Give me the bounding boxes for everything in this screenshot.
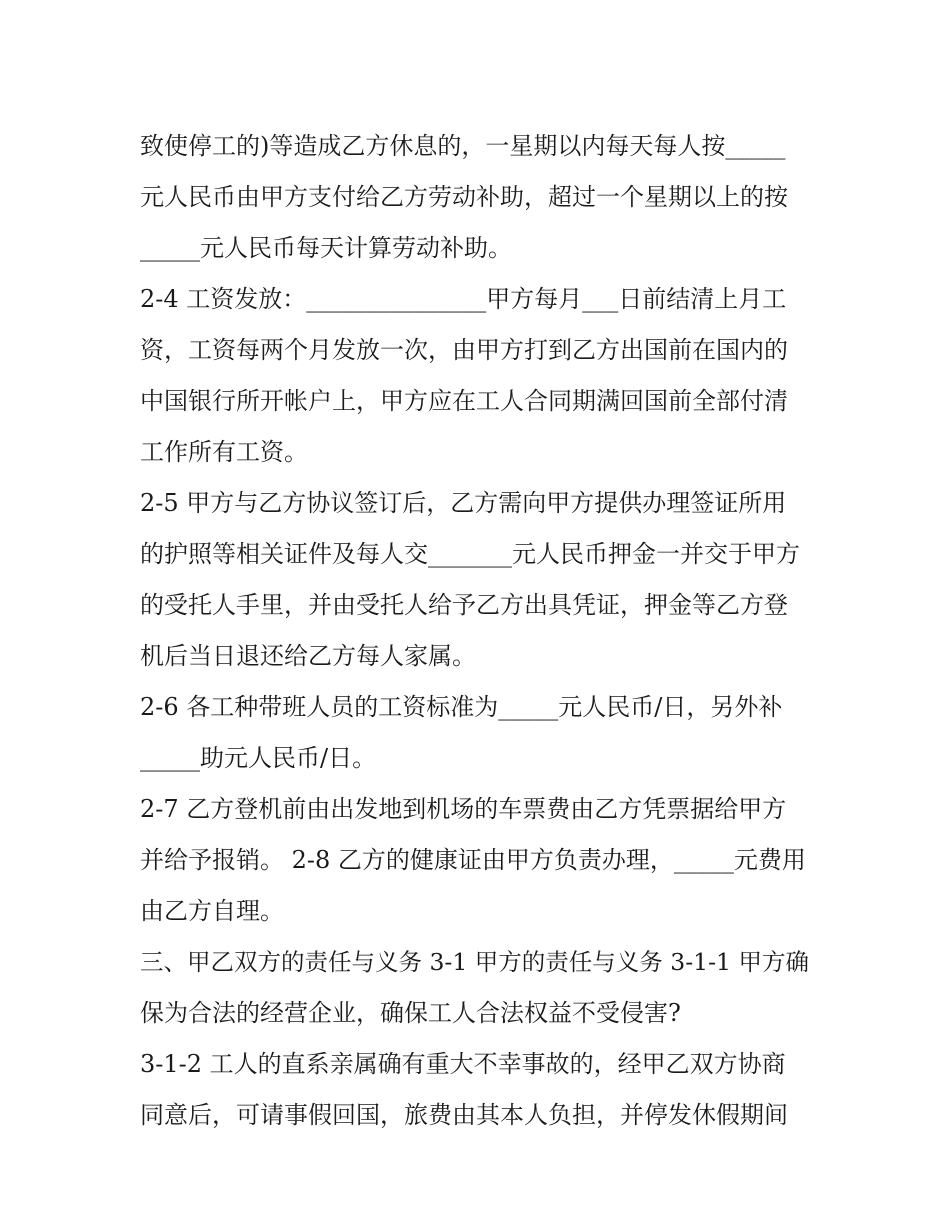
text-line: _____助元人民币/日。 xyxy=(140,744,377,772)
text-line: 的受托人手里，并由受托人给予乙方出具凭证，押金等乙方登 xyxy=(140,591,788,619)
text-line: _____元人民币每天计算劳动补助。 xyxy=(140,234,512,262)
text-line: 工作所有工资。 xyxy=(140,438,308,466)
text-line: 2-7 乙方登机前由出发地到机场的车票费由乙方凭票据给甲方 xyxy=(140,795,787,823)
text-line: 2-5 甲方与乙方协议签订后，乙方需向甲方提供办理签证所用 xyxy=(140,489,787,517)
text-line: 并给予报销。 2-8 乙方的健康证由甲方负责办理，_____元费用 xyxy=(140,846,806,874)
text-line: 资，工资每两个月发放一次，由甲方打到乙方出国前在国内的 xyxy=(140,336,788,364)
text-line: 致使停工的)等造成乙方休息的，一星期以内每天每人按_____ xyxy=(140,132,786,160)
text-line: 同意后，可请事假回国，旅费由其本人负担，并停发休假期间 xyxy=(140,1101,788,1129)
text-line: 3-1-2 工人的直系亲属确有重大不幸事故的，经甲乙双方协商 xyxy=(140,1050,786,1078)
text-line: 2-6 各工种带班人员的工资标准为_____元人民币/日，另外补 xyxy=(140,693,783,721)
document-body xyxy=(140,121,820,1141)
text-line: 三、甲乙双方的责任与义务 3-1 甲方的责任与义务 3-1-1 甲方确 xyxy=(140,948,809,976)
text-line: 中国银行所开帐户上，甲方应在工人合同期满回国前全部付清 xyxy=(140,387,788,415)
text-line: 保为合法的经营企业，确保工人合法权益不受侵害? xyxy=(140,999,681,1027)
text-line: 2-4 工资发放：_______________甲方每月___日前结清上月工 xyxy=(140,285,787,313)
text-line: 元人民币由甲方支付给乙方劳动补助，超过一个星期以上的按 xyxy=(140,183,788,211)
text-line: 的护照等相关证件及每人交_______元人民币押金一并交于甲方 xyxy=(140,540,800,568)
text-line: 由乙方自理。 xyxy=(140,897,284,925)
text-line: 机后当日退还给乙方每人家属。 xyxy=(140,642,476,670)
